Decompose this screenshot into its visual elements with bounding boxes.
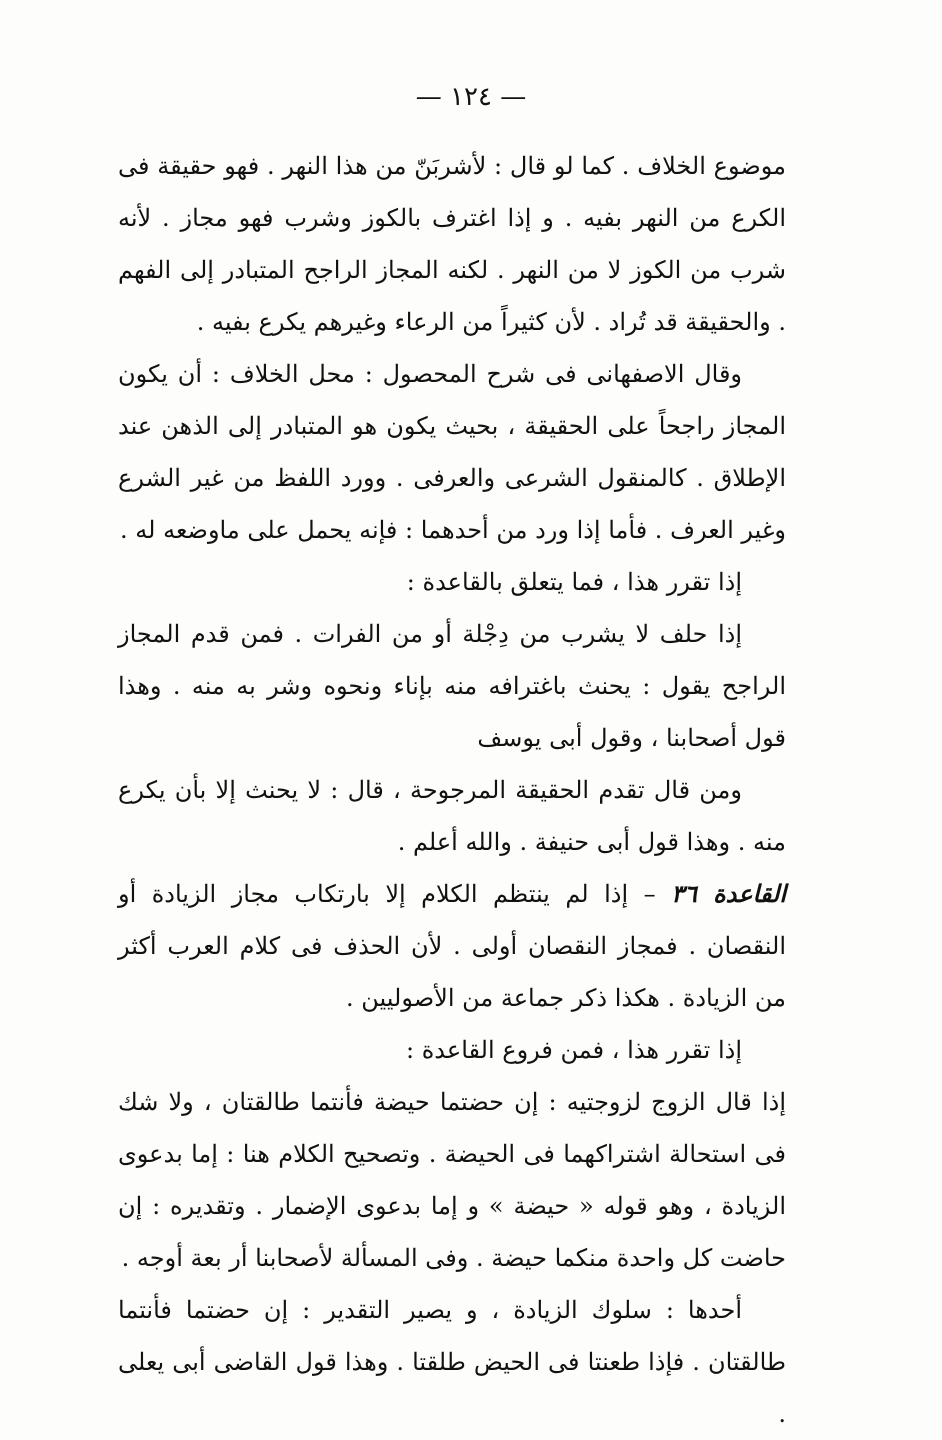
paragraph-5: ومن قال تقدم الحقيقة المرجوحة ، قال : لا يحنث إلا بأن يكرع منه . وهذا قول أبى حنيفة . والله أعلم . [118, 776, 786, 856]
paragraph-6 [118, 868, 786, 1024]
paragraph-9: أحدها : سلوك الزيادة ، و يصير التقدير : إن حضتما فأنتما طالقتان . فإذا طعنتا فى الحيض طلقتا . وهذا قول القاضى أبى يعلى . [118, 1296, 786, 1428]
paragraph-8: إذا قال الزوج لزوجتيه : إن حضتما حيضة فأنتما طالقتان ، ولا شك فى استحالة اشتراكهما فى الحيضة . وتصحيح الكلام هنا : إما بدعوى الزيادة ، وهو قوله « حيضة » و إما بدعوى الإضمار . وتقديره : إن حاضت كل واحدة منكما حيضة . وفى المسألة لأصحابنا أر بعة أوجه . [118, 1088, 786, 1272]
rule-heading: القاعدة ٣٦ [671, 879, 786, 908]
paragraph-1: موضوع الخلاف . كما لو قال : لأشربَنّ من هذا النهر . فهو حقيقة فى الكرع من النهر بفيه . و إذا اغترف بالكوز وشرب فهو مجاز . لأنه شرب من الكوز لا من النهر . لكنه المجاز الراجح المتبادر إلى الفهم . والحقيقة قد تُراد . لأن كثيراً من الرعاء وغيرهم يكرع بفيه . [118, 152, 786, 336]
paragraph-2: وقال الاصفهانى فى شرح المحصول : محل الخلاف : أن يكون المجاز راجحاً على الحقيقة ، بحيث يكون هو المتبادر إلى الذهن عند الإطلاق . كالمنقول الشرعى والعرفى . وورد اللفظ من غير الشرع وغير العرف . فأما إذا ورد من أحدهما : فإنه يحمل على ماوضعه له . [118, 360, 786, 544]
paragraph-3: إذا تقرر هذا ، فما يتعلق بالقاعدة : [406, 568, 742, 596]
paragraph-7: إذا تقرر هذا ، فمن فروع القاعدة : [406, 1036, 742, 1064]
paragraph-4: إذا حلف لا يشرب من دِجْلة أو من الفرات . فمن قدم المجاز الراجح يقول : يحنث باغترافه منه بإناء ونحوه وشر به منه . وهذا قول أصحابنا ، وقول أبى يوسف [118, 620, 786, 752]
page-number: — ١٢٤ — [415, 82, 527, 112]
body-text [118, 140, 786, 1440]
paragraph-6-text: – إذا لم ينتظم الكلام إلا بارتكاب مجاز الزيادة أو النقصان . فمجاز النقصان أولى . لأن الحذف فى كلام العرب أكثر من الزيادة . هكذا ذكر جماعة من الأصوليين . [118, 880, 786, 1012]
